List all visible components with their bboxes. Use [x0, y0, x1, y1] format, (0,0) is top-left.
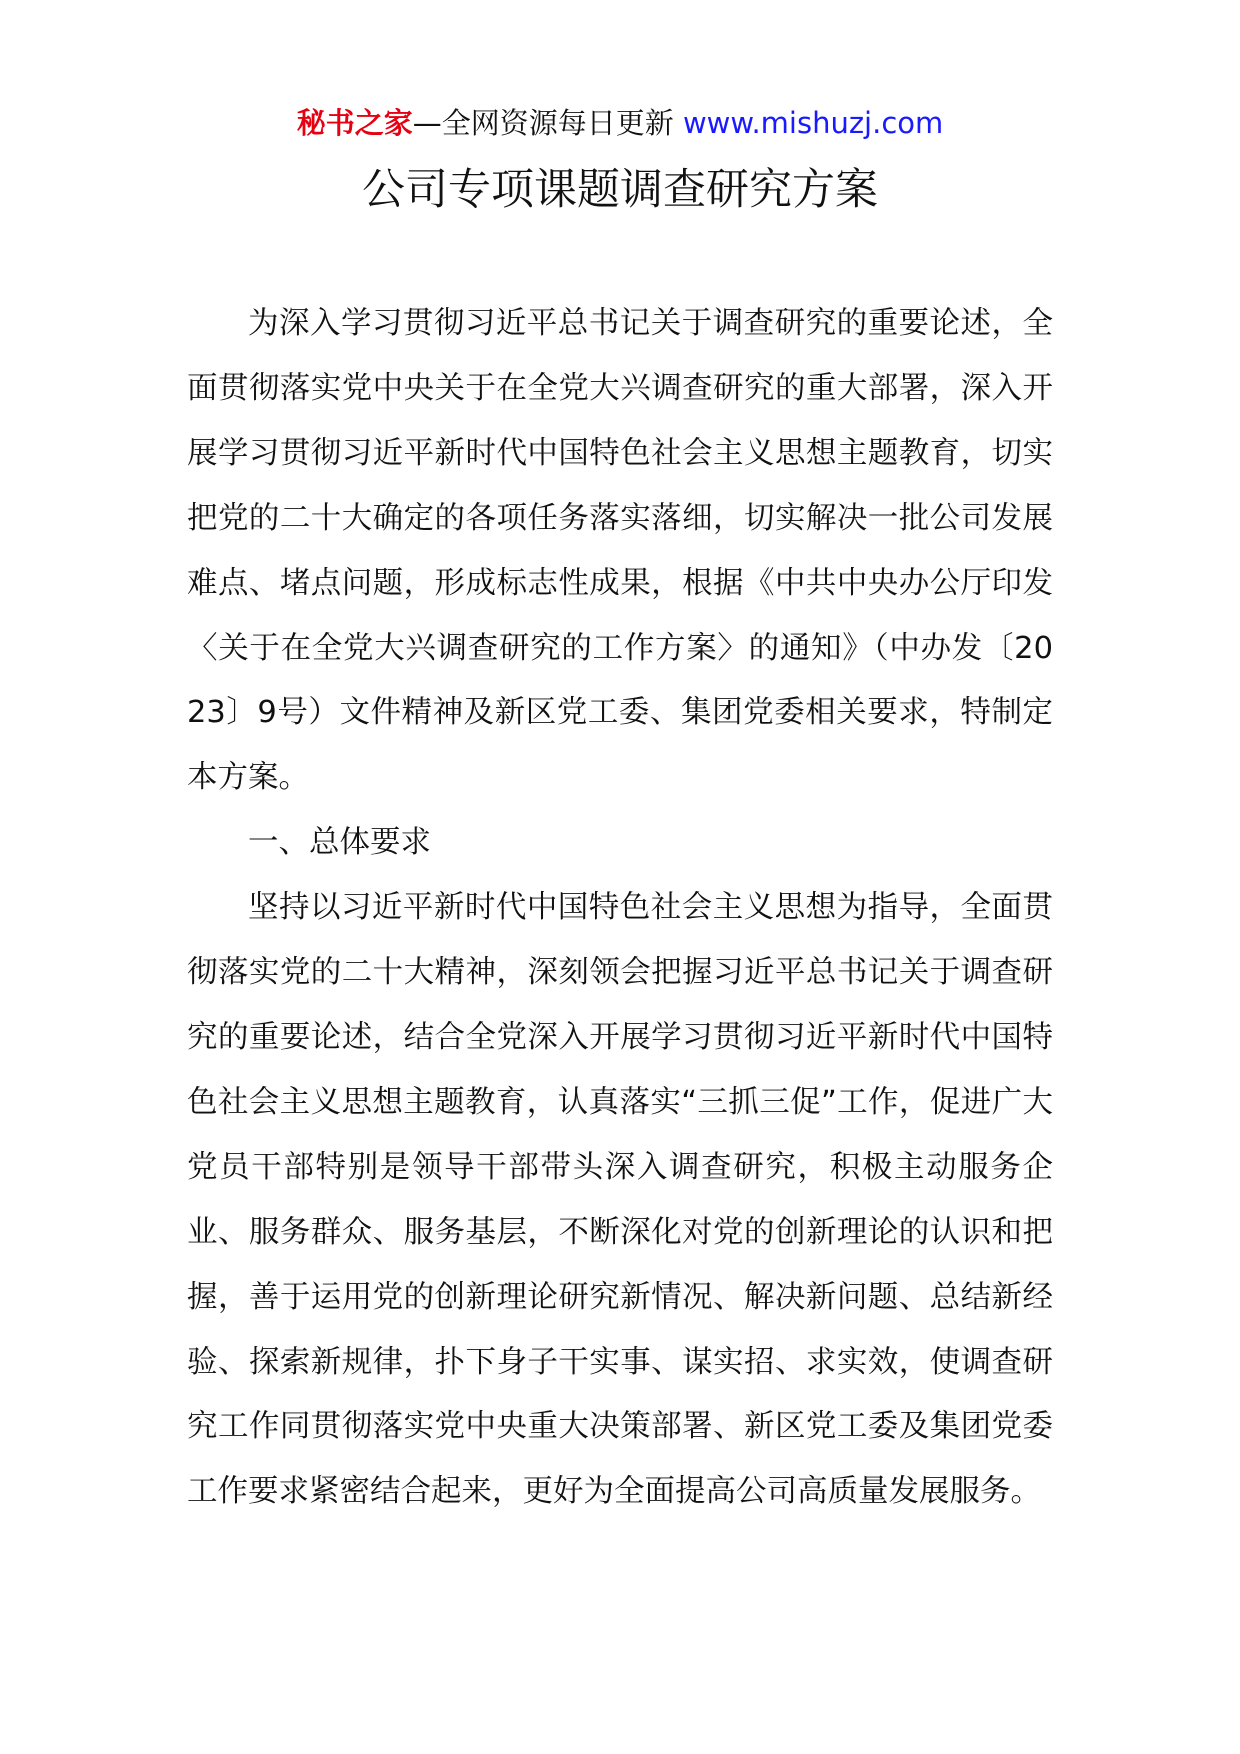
- banner-tagline: —全网资源每日更新: [412, 106, 674, 140]
- section-paragraph: 坚持以习近平新时代中国特色社会主义思想为指导，全面贯彻落实党的二十大精神，深刻领会把握习近平总书记关于调查研究的重要论述，结合全党深入开展学习贯彻习近平新时代中国特色社会主义思想主题教育，认真落实“三抓三促”工作，促进广大党员干部特别是领导干部带头深入调查研究，积极主动服务企业、服务群众、服务基层，不断深化对党的创新理论的认识和把握，善于运用党的创新理论研究新情况、解决新问题、总结新经验、探索新规律，扑下身子干实事、谋实招、求实效，使调查研究工作同贯彻落实党中央重大决策部署、新区党工委及集团党委工作要求紧密结合起来，更好为全面提高公司高质量发展服务。: [187, 890, 1053, 1510]
- document-title: 公司专项课题调查研究方案: [362, 165, 878, 215]
- section-heading: 一、总体要求: [248, 825, 431, 861]
- document-body: [187, 292, 1053, 1525]
- banner-url-link[interactable]: www.mishuzj.com: [682, 106, 944, 140]
- header-banner: [0, 103, 1240, 143]
- brand-name: 秘书之家: [296, 106, 413, 140]
- intro-paragraph: 为深入学习贯彻习近平总书记关于调查研究的重要论述，全面贯彻落实党中央关于在全党大兴调查研究的重大部署，深入开展学习贯彻习近平新时代中国特色社会主义思想主题教育，切实把党的二十大确定的各项任务落实落细，切实解决一批公司发展难点、堵点问题，形成标志性成果，根据《中共中央办公厅印发〈关于在全党大兴调查研究的工作方案〉的通知》（中办发〔2023〕9号）文件精神及新区党工委、集团党委相关要求，特制定本方案。: [187, 306, 1053, 796]
